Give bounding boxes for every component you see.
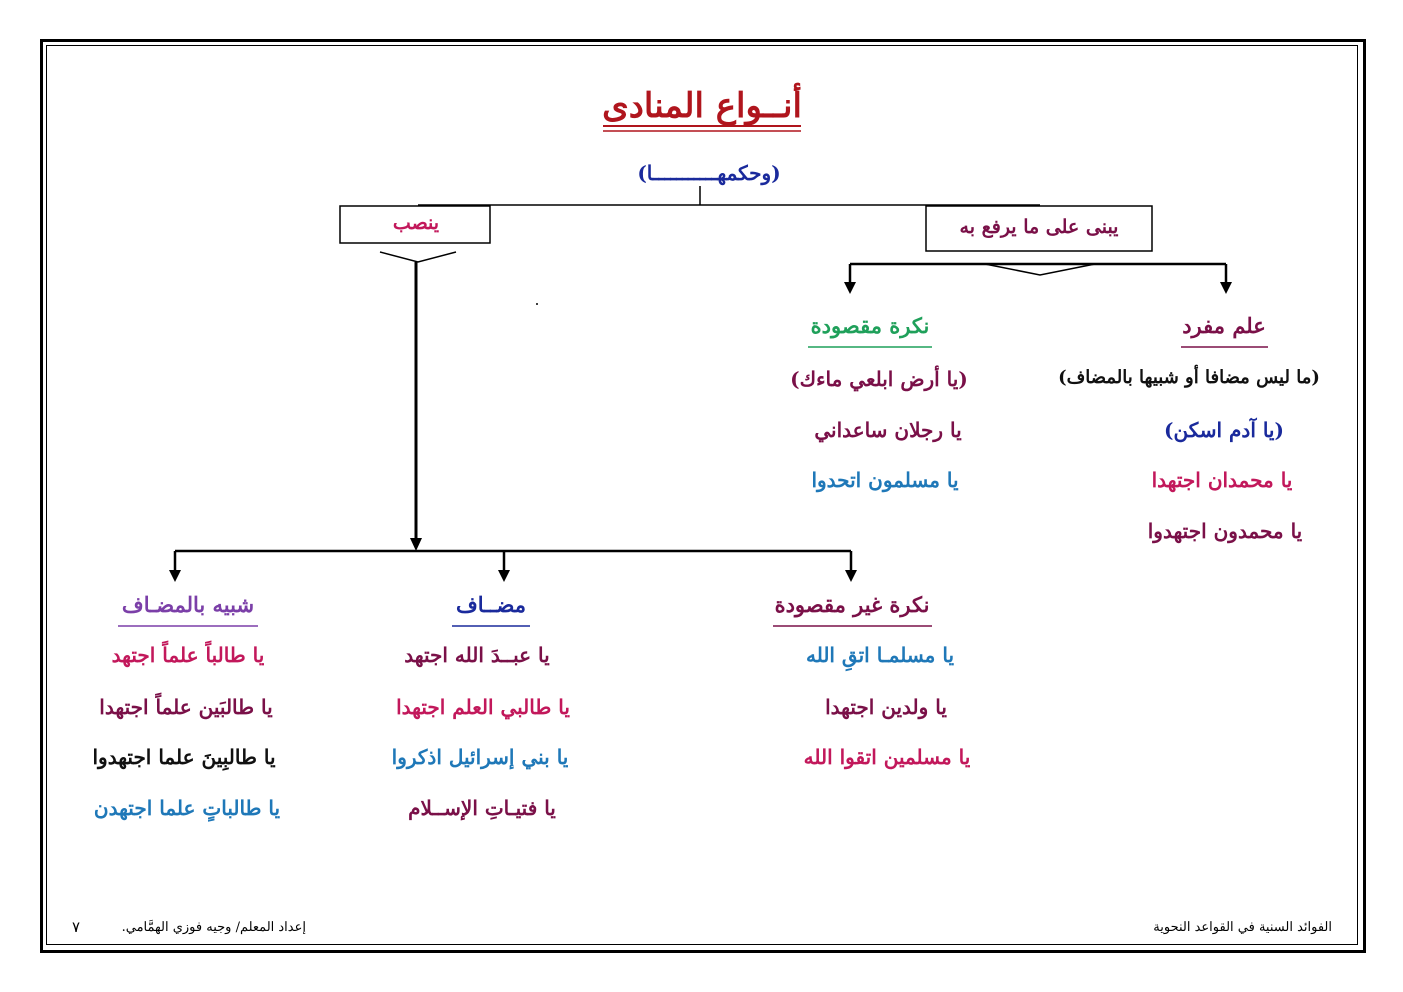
nakira-ghayr-example-2: يا ولدين اجتهدا: [825, 695, 947, 719]
nakira-ghayr-example-1: يا مسلمـا اتقِ الله: [805, 643, 955, 667]
footer-book-title: الفوائد السنية في القواعد النحوية: [1153, 920, 1332, 935]
nakira-maqsuda-heading: نكرة مقصودة: [810, 313, 930, 338]
arrow-mudaf: [498, 570, 510, 582]
nakira-ghayr-maqsuda-heading: نكرة غير مقصودة: [774, 592, 930, 617]
page-title: أنــواع المنادى: [602, 86, 802, 126]
footer-author: إعداد المعلم/ وجيه فوزي الهمَّامي.: [121, 920, 306, 935]
mudaf-example-4: يا فتيـاتِ الإســلام: [408, 796, 556, 820]
mudaf-example-2: يا طالبي العلم اجتهدا: [396, 695, 570, 719]
arrow-similar: [169, 570, 181, 582]
shabih-example-2: يا طالبَين علماً اجتهدا: [99, 695, 273, 719]
ilm-mufrad-note: (ما ليس مضافا أو شبيها بالمضاف): [1058, 367, 1320, 388]
box-accusative-arrow: [380, 252, 456, 262]
shabih-bil-mudaf-heading: شبيه بالمضـاف: [121, 592, 255, 617]
nakira-ghayr-example-3: يا مسلمين اتقوا الله: [803, 745, 971, 769]
arrow-accusative-stem: [410, 538, 422, 551]
built-label: يبنى على ما يرفع به: [959, 216, 1119, 238]
footer-page-number: ٧: [72, 918, 81, 936]
box-built-arrow: [985, 264, 1095, 275]
ilm-mufrad-example-1: (يا آدم اسكن): [1164, 418, 1284, 442]
accusative-label: ينصب: [392, 212, 440, 234]
arrow-indefinite: [845, 570, 857, 582]
mudaf-example-1: يا عبــدَ الله اجتهد: [404, 643, 550, 667]
ilm-mufrad-heading: علم مفرد: [1182, 313, 1266, 338]
ilm-mufrad-example-2: يا محمدان اجتهدا: [1151, 468, 1293, 492]
page-subtitle: (وحكمهـــــــــــا): [637, 161, 781, 185]
shabih-example-3: يا طالبِينَ علما اجتهدوا: [92, 745, 276, 769]
mudaf-heading: مضــاف: [456, 592, 526, 617]
shabih-example-1: يا طالباً علماً اجتهد: [111, 643, 265, 667]
nakira-maqsuda-example-2: يا رجلان ساعداني: [814, 418, 962, 442]
nakira-maqsuda-example-3: يا مسلمون اتحدوا: [811, 468, 959, 492]
shabih-example-4: يا طالباتٍ علما اجتهدن: [93, 796, 281, 820]
ilm-mufrad-example-3: يا محمدون اجتهدوا: [1147, 519, 1303, 543]
arrow-built-left: [844, 282, 856, 294]
stray-dot: [536, 303, 538, 305]
nakira-maqsuda-example-1: (يا أرض ابلعي ماءك): [790, 367, 968, 391]
arrow-built-right: [1220, 282, 1232, 294]
mudaf-example-3: يا بني إسرائيل اذكروا: [391, 745, 569, 769]
